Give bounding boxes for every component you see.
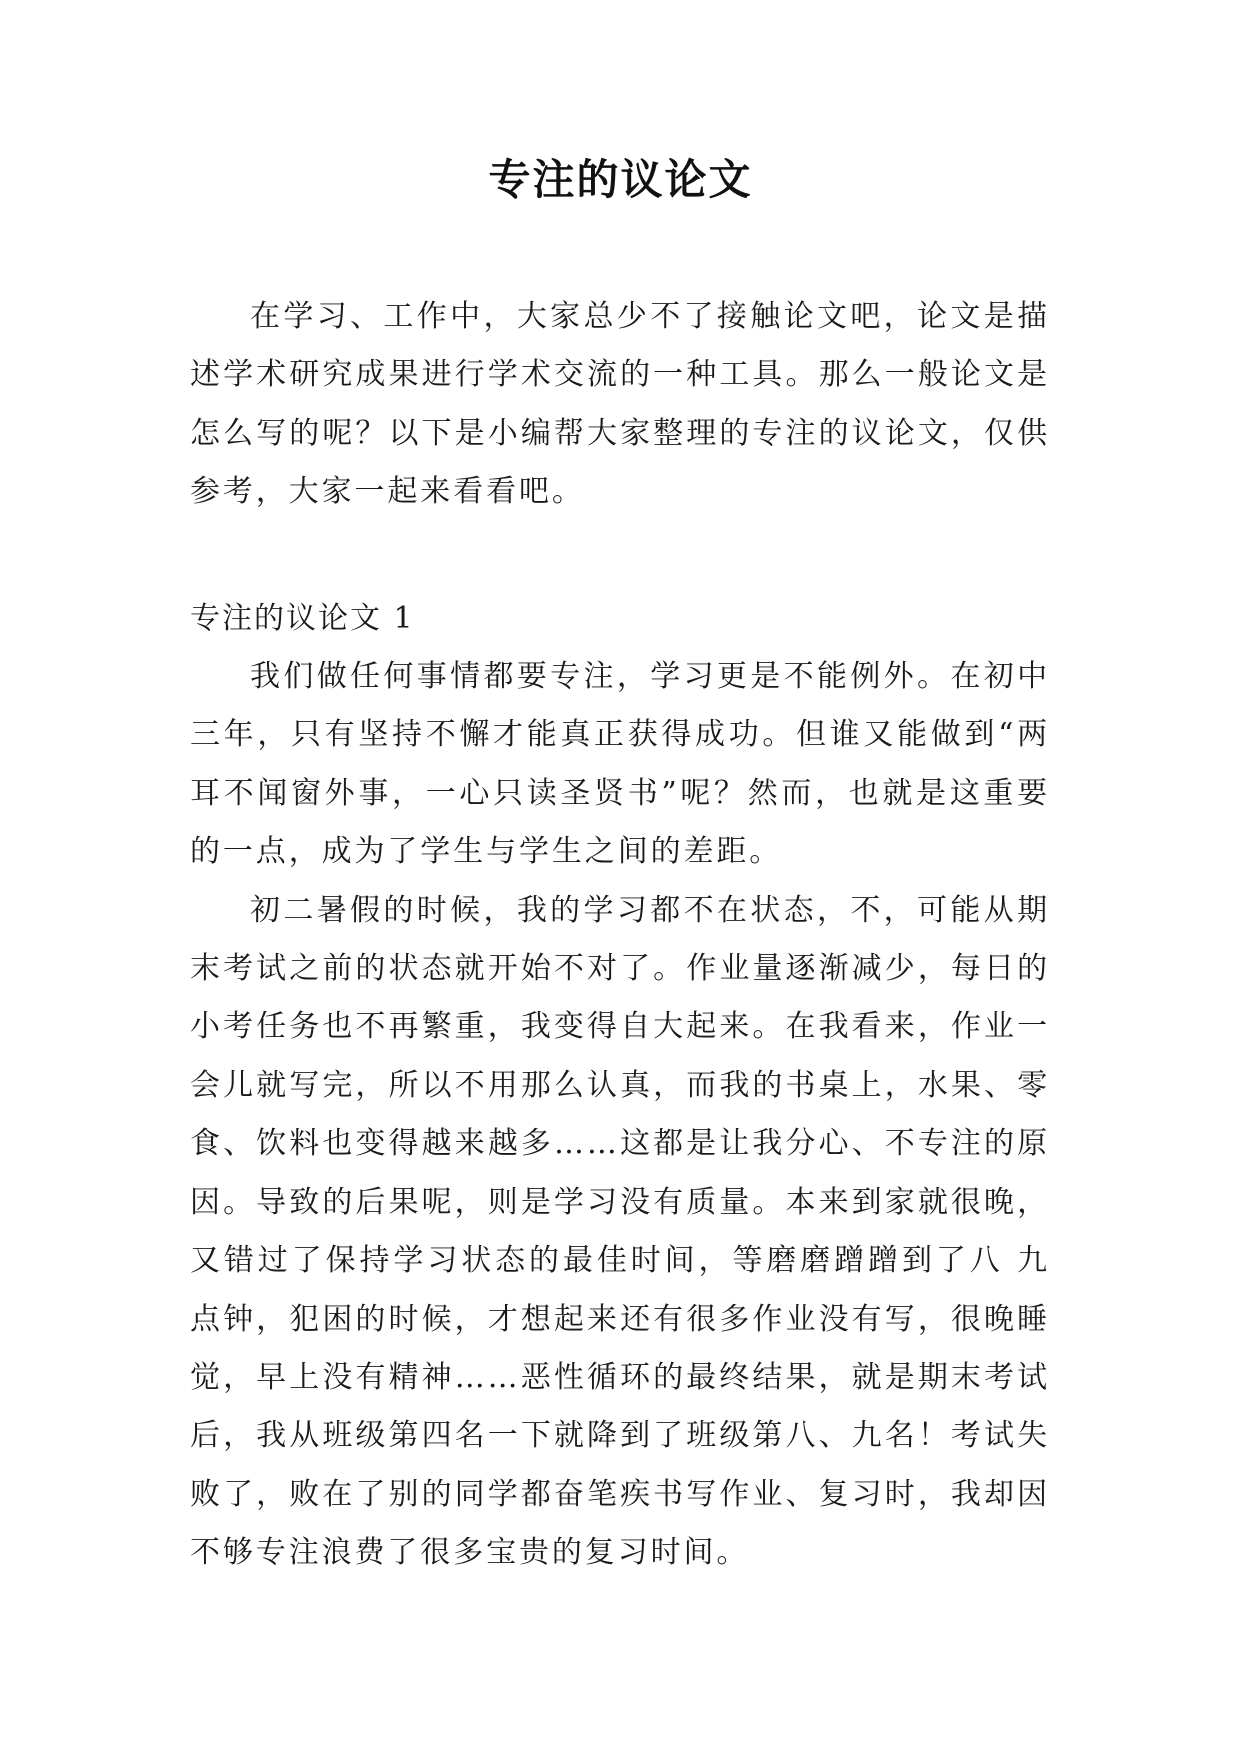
section-spacer bbox=[190, 522, 1050, 590]
intro-paragraph: 在学习、工作中，大家总少不了接触论文吧，论文是描述学术研究成果进行学术交流的一种工具。那么一般论文是怎么写的呢？以下是小编帮大家整理的专注的议论文，仅供参考，大家一起来看看吧。 bbox=[190, 299, 1050, 510]
section-heading: 专注的议论文 1 bbox=[190, 600, 415, 636]
document-title: 专注的议论文 bbox=[488, 155, 753, 204]
body-paragraph-1: 我们做任何事情都要专注，学习更是不能例外。在初中三年，只有坚持不懈才能真正获得成功。但谁又能做到“两耳不闻窗外事，一心只读圣贤书”呢？然而，也就是这重要的一点，成为了学生与学生之间的差距。 bbox=[190, 659, 1050, 870]
body-paragraph-2: 初二暑假的时候，我的学习都不在状态，不，可能从期末考试之前的状态就开始不对了。作业量逐渐减少，每日的小考任务也不再繁重，我变得自大起来。在我看来，作业一会儿就写完，所以不用那么认真，而我的书桌上，水果、零食、饮料也变得越来越多……这都是让我分心、不专注的原因。导致的后果呢，则是学习没有质量。本来到家就很晚，又错过了保持学习状态的最佳时间，等磨磨蹭蹭到了八 九点钟，犯困的时候，才想起来还有很多作业没有写，很晚睡觉，早上没有精神……恶性循环的最终结果，就是期末考试后，我从班级第四名一下就降到了班级第八、九名！考试失败了，败在了别的同学都奋笔疾书写作业、复习时，我却因不够专注浪费了很多宝贵的复习时间。 bbox=[190, 892, 1050, 1571]
document-body bbox=[190, 288, 1050, 1583]
